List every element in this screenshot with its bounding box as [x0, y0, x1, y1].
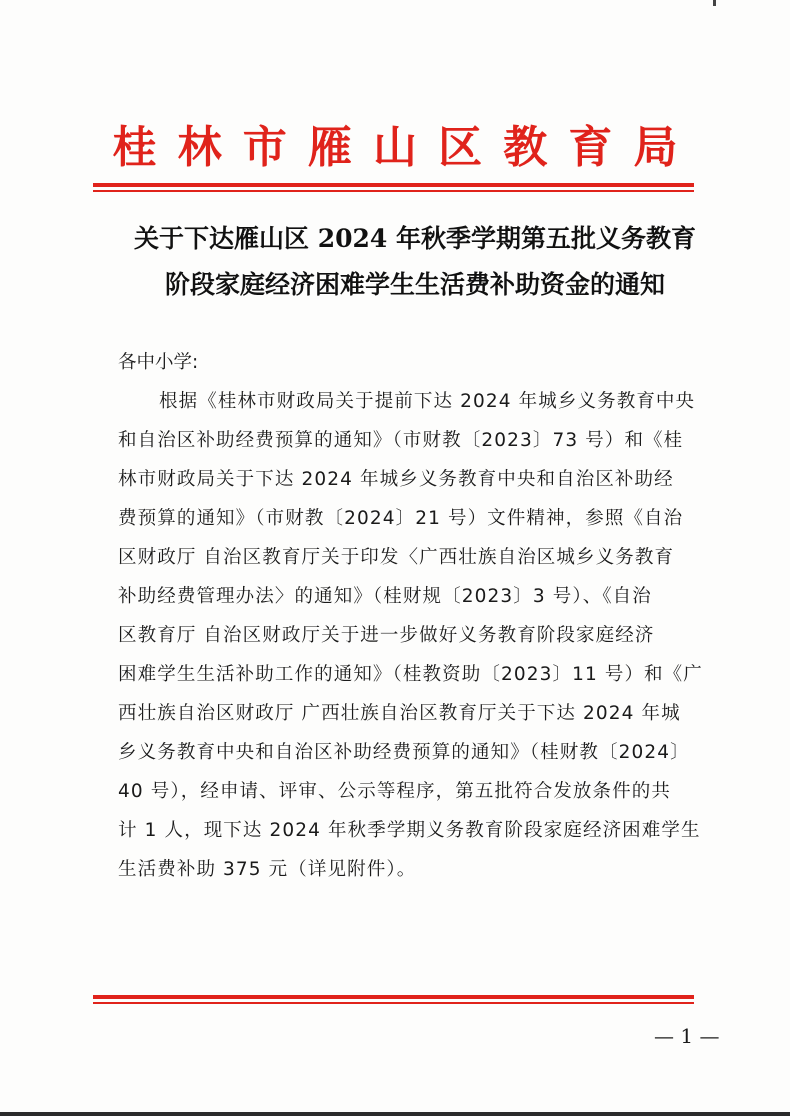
body-line: 困难学生生活补助工作的通知》（桂教资助〔2023〕11 号）和《广: [118, 664, 703, 685]
body-line: 费预算的通知》（市财教〔2024〕21 号）文件精神，参照《自治: [118, 508, 684, 529]
body-line: 区教育厅 自治区财政厅关于进一步做好义务教育阶段家庭经济: [118, 625, 655, 646]
body-line: 计 1 人，现下达 2024 年秋季学期义务教育阶段家庭经济困难学生: [118, 820, 701, 841]
body-line: 乡义务教育中央和自治区补助经费预算的通知》（桂财教〔2024〕: [118, 742, 690, 763]
document-title: [95, 216, 735, 308]
salutation: 各中小学:: [118, 352, 199, 373]
footer-rule-thick: [93, 995, 694, 999]
title-line: 关于下达雁山区 2024 年秋季学期第五批义务教育: [134, 224, 696, 253]
body-paragraph: [118, 382, 728, 889]
scan-mark: [713, 0, 716, 6]
body-line: 40 号），经申请、评审、公示等程序，第五批符合发放条件的共: [118, 781, 671, 802]
scan-bottom-edge: [0, 1112, 790, 1116]
footer-rule-thin: [93, 1002, 694, 1004]
body-line: 补助经费管理办法〉的通知》（桂财规〔2023〕3 号）、《自治: [118, 586, 652, 607]
letterhead-rule-thick: [93, 183, 694, 187]
body-line: 和自治区补助经费预算的通知》（市财教〔2023〕73 号）和《桂: [118, 430, 684, 451]
body-line: 根据《桂林市财政局关于提前下达 2024 年城乡义务教育中央: [159, 391, 696, 412]
letterhead-rule-thin: [93, 190, 694, 192]
title-line: 阶段家庭经济困难学生生活费补助资金的通知: [164, 270, 665, 299]
page-number: — 1 —: [654, 1024, 720, 1048]
body-line: 区财政厅 自治区教育厅关于印发〈广西壮族自治区城乡义务教育: [118, 547, 675, 568]
body-line: 林市财政局关于下达 2024 年城乡义务教育中央和自治区补助经: [118, 469, 674, 490]
body-line: 西壮族自治区财政厅 广西壮族自治区教育厅关于下达 2024 年城: [118, 703, 681, 724]
agency-letterhead: 桂林市雁山区教育局: [112, 122, 699, 173]
body-line: 生活费补助 375 元（详见附件）。: [118, 859, 417, 880]
